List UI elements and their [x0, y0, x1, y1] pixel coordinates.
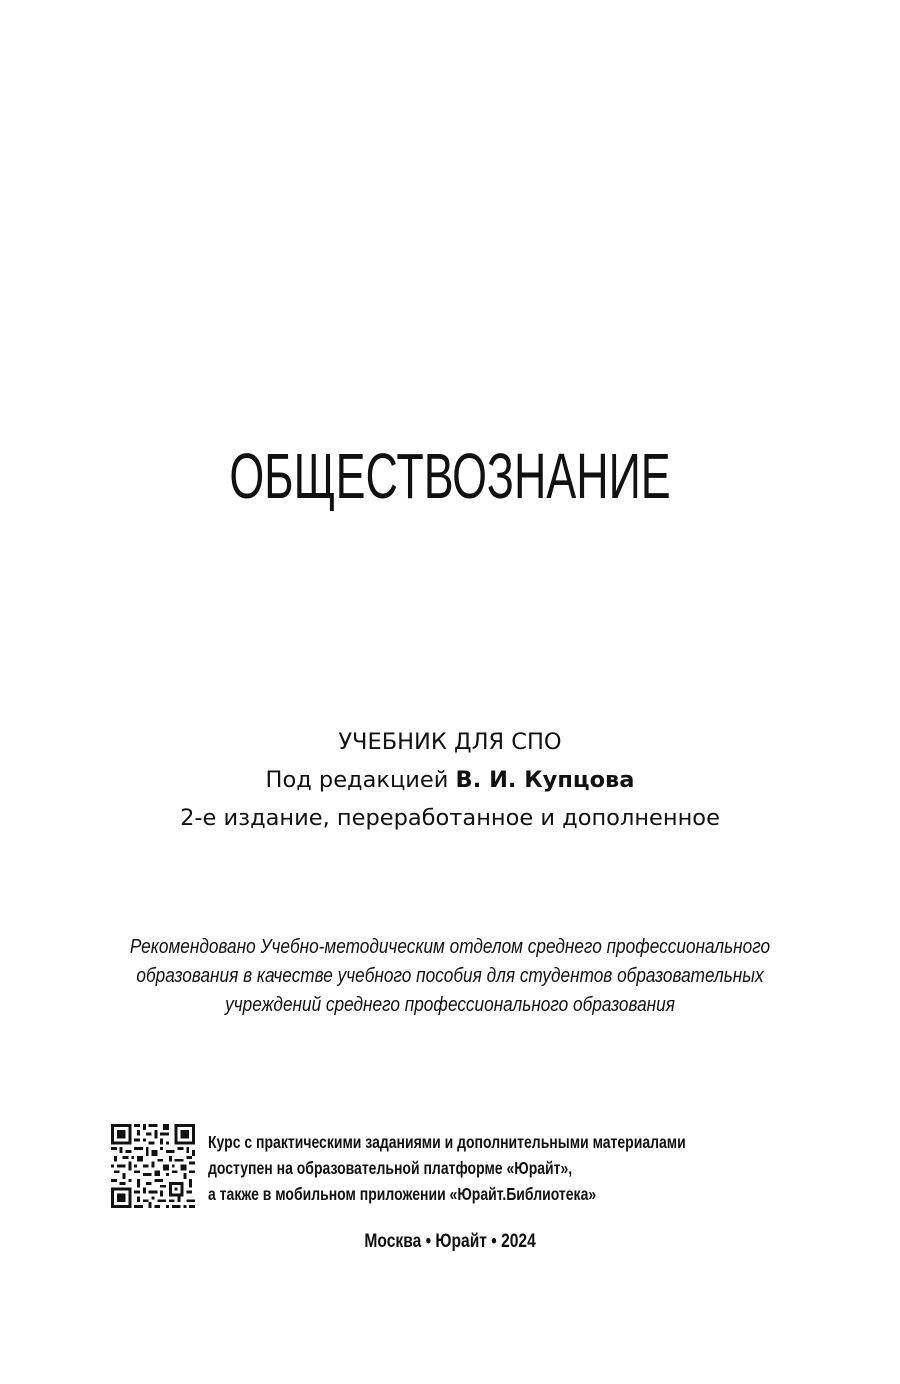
editor-prefix: Под редакцией	[265, 767, 456, 793]
book-type: УЧЕБНИК ДЛЯ СПО	[338, 729, 562, 755]
imprint-text: Москва • Юрайт • 2024	[364, 1230, 536, 1252]
recommendation-line: образования в качестве учебного пособия для студентов образовательных	[136, 964, 764, 987]
editor-name: В. И. Купцова	[455, 767, 635, 793]
recommendation-line: учреждений среднего профессионального образования	[225, 993, 675, 1016]
course-line: а также в мобильном приложении «Юрайт.Библиотека»	[208, 1184, 597, 1204]
recommendation-text	[0, 932, 900, 1019]
recommendation-line: Рекомендовано Учебно-методическим отделом среднего профессионального	[129, 935, 771, 958]
qr-code-icon[interactable]	[111, 1124, 195, 1208]
course-line: Курс с практическими заданиями и дополнительными материалами	[208, 1132, 686, 1152]
book-title: ОБЩЕСТВОЗНАНИЕ	[229, 440, 671, 512]
subtitle-block	[0, 723, 900, 837]
course-line: доступен на образовательной платформе «Юрайт»,	[208, 1158, 573, 1178]
edition-info: 2-е издание, переработанное и дополненное	[180, 805, 720, 831]
editor-line	[0, 761, 900, 799]
course-info	[208, 1129, 768, 1207]
imprint	[0, 1226, 900, 1256]
